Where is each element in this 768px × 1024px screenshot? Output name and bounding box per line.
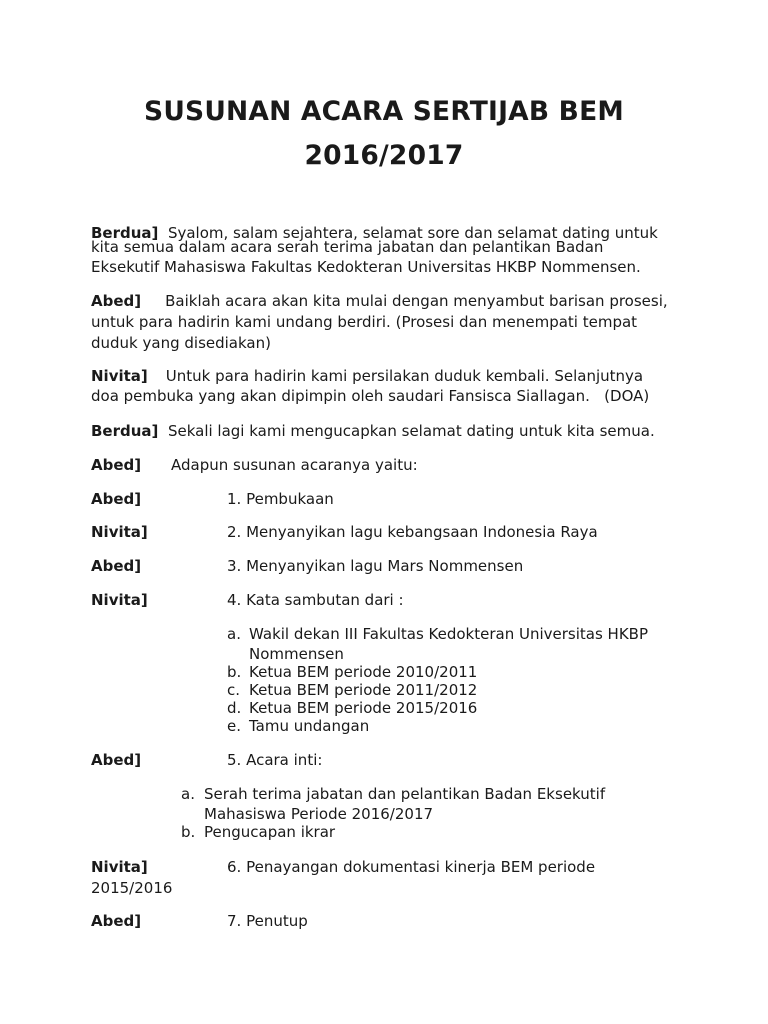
sambutan-b-text: Ketua BEM periode 2010/2011 [249,663,478,681]
dialogue-text: Untuk para hadirin kami persilakan duduk kembali. Selanjutnya [165,367,644,385]
agenda-1-speaker: Abed] [91,490,142,508]
sambutan-e-text: Tamu undangan [249,717,370,735]
paragraph-1-line-2: kita semua dalam acara serah terima jabatan dan pelantikan Badan [91,238,604,256]
paragraph-2-line-1 [91,291,668,311]
speaker-label: Nivita] [91,367,148,385]
agenda-4-text: 4. Kata sambutan dari : [227,591,404,609]
agenda-5-speaker: Abed] [91,751,142,769]
agenda-1-text: 1. Pembukaan [227,490,334,508]
agenda-7-text: 7. Penutup [227,912,308,930]
acara-inti-b-marker: b. [181,823,196,841]
agenda-2-text: 2. Menyanyikan lagu kebangsaan Indonesia Raya [227,523,598,541]
sambutan-a-text: Wakil dekan III Fakultas Kedokteran Universitas HKBP [249,625,648,643]
dialogue-text: Syalom, salam sejahtera, selamat sore dan selamat dating untuk [167,224,658,242]
paragraph-3-line-2: doa pembuka yang akan dipimpin oleh saudari Fansisca Siallagan. (DOA) [91,387,650,405]
paragraph-5-line-1 [91,455,141,475]
dialogue-text: Sekali lagi kami mengucapkan selamat dating untuk kita semua. [167,422,655,440]
document-title [0,90,768,178]
sambutan-c-text: Ketua BEM periode 2011/2012 [249,681,478,699]
speaker-label: Berdua] [91,224,159,242]
agenda-6-continuation: 2015/2016 [91,879,173,897]
agenda-6-speaker: Nivita] [91,858,148,876]
sambutan-d-text: Ketua BEM periode 2015/2016 [249,699,478,717]
title-line-1: SUSUNAN ACARA SERTIJAB BEM [144,96,624,127]
agenda-3-text: 3. Menyanyikan lagu Mars Nommensen [227,557,524,575]
agenda-7-speaker: Abed] [91,912,142,930]
title-line-2: 2016/2017 [304,140,464,171]
acara-inti-b-text: Pengucapan ikrar [204,823,336,841]
speaker-label: Berdua] [91,422,159,440]
sambutan-a-continuation: Nommensen [249,645,344,663]
sambutan-c-marker: c. [227,681,241,699]
speaker-label: Abed] [91,292,142,310]
dialogue-text: Baiklah acara akan kita mulai dengan menyambut barisan prosesi, [165,292,668,310]
paragraph-5-text: Adapun susunan acaranya yaitu: [171,456,418,474]
agenda-4-speaker: Nivita] [91,591,148,609]
speaker-label: Abed] [91,456,142,474]
agenda-6-text: 6. Penayangan dokumentasi kinerja BEM periode [227,858,596,876]
paragraph-2-line-2: untuk para hadirin kami undang berdiri. (Prosesi dan menempati tempat [91,313,638,331]
sambutan-d-marker: d. [227,699,242,717]
agenda-2-speaker: Nivita] [91,523,148,541]
paragraph-2-line-3: duduk yang disediakan) [91,334,271,352]
paragraph-3-line-1 [91,366,643,386]
sambutan-a-marker: a. [227,625,241,643]
agenda-5-text: 5. Acara inti: [227,751,323,769]
paragraph-4-line-1 [91,421,655,441]
sambutan-e-marker: e. [227,717,241,735]
acara-inti-a-text: Serah terima jabatan dan pelantikan Badan Eksekutif [204,785,606,803]
acara-inti-a-continuation: Mahasiswa Periode 2016/2017 [204,805,434,823]
paragraph-1-line-3: Eksekutif Mahasiswa Fakultas Kedokteran Universitas HKBP Nommensen. [91,258,641,276]
sambutan-b-marker: b. [227,663,242,681]
agenda-3-speaker: Abed] [91,557,142,575]
acara-inti-a-marker: a. [181,785,195,803]
